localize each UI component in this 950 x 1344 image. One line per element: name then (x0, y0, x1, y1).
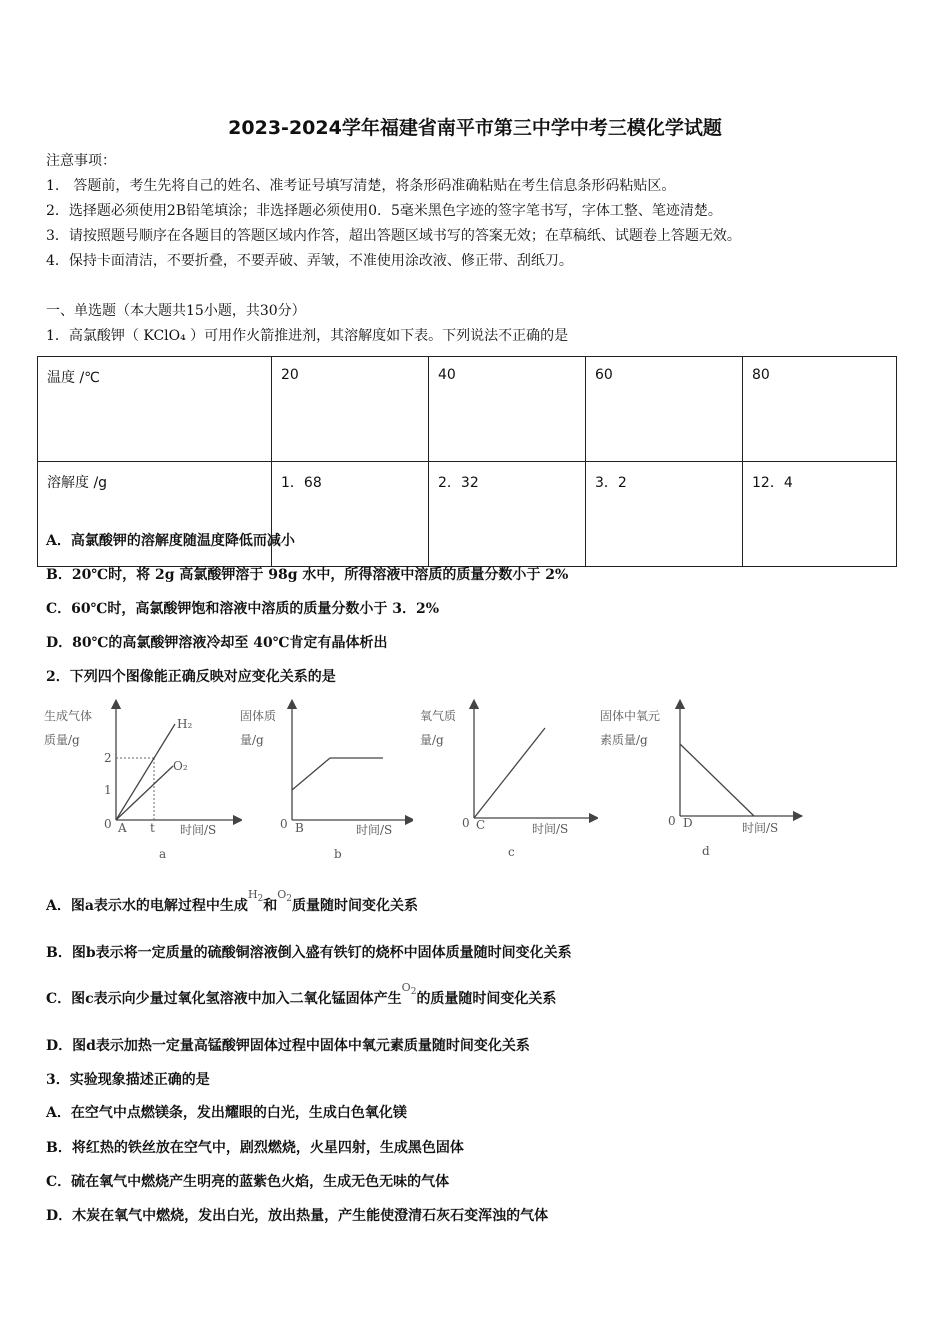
oxygen-line (474, 728, 545, 818)
graph-a (42, 698, 242, 868)
graph-b (238, 698, 413, 868)
origin-label: 0 (668, 814, 676, 828)
notice-item: 4．保持卡面清洁，不要折叠，不要弄破、弄皱，不准使用涂改液、修正带、刮纸刀。 (46, 253, 573, 269)
x-axis-label: 时间/S (356, 823, 393, 837)
question-stem: 3．实验现象描述正确的是 (46, 1072, 210, 1088)
option-c (46, 981, 557, 1013)
graph-caption: b (334, 847, 342, 861)
solid-mass-line (292, 758, 383, 790)
option-c-text: 的质量随时间变化关系 (416, 991, 557, 1007)
option-d: D．木炭在氧气中燃烧，发出白光，放出热量，产生能使澄清石灰石变浑浊的气体 (46, 1208, 549, 1224)
option-a-text: A．图a表示水的电解过程中生成 (46, 898, 248, 914)
graph-caption: a (159, 847, 167, 861)
graph-c (418, 698, 598, 868)
o2-formula: O2 (401, 981, 417, 997)
oxygen-element-line (680, 744, 754, 816)
graph-b-ylabel: 量/g (240, 733, 264, 747)
question-stem: 1．高氯酸钾（ KClO₄ ）可用作火箭推进剂，其溶解度如下表。下列说法不正确的是 (46, 328, 569, 344)
tick-label: 1 (104, 783, 112, 797)
table-row (38, 462, 897, 567)
table-cell: 1．68 (272, 462, 429, 567)
graph-caption: d (702, 844, 710, 858)
origin-label: 0 (462, 816, 470, 830)
option-c: C．硫在氧气中燃烧产生明亮的蓝紫色火焰，生成无色无味的气体 (46, 1174, 450, 1190)
x-axis-label: 时间/S (532, 822, 569, 836)
graph-b-ylabel: 固体质 (240, 709, 277, 723)
graph-a-ylabel: 质量/g (44, 733, 80, 747)
table-cell: 2．32 (429, 462, 586, 567)
tick-label: t (150, 821, 155, 835)
option-c-text: C．图c表示向少量过氧化氢溶液中加入二氧化锰固体产生 (46, 991, 402, 1007)
table-cell: 20 (272, 357, 429, 462)
option-a (46, 888, 419, 920)
graph-d-ylabel: 固体中氧元 (600, 709, 661, 723)
table-cell: 12．4 (743, 462, 897, 567)
option-d: D．80℃的高氯酸钾溶液冷却至 40℃肯定有晶体析出 (46, 635, 388, 651)
notice-item: 3．请按照题号顺序在各题目的答题区域内作答，超出答题区域书写的答案无效；在草稿纸、试题卷上答题无效。 (46, 228, 741, 244)
option-c: C．60℃时，高氯酸钾饱和溶液中溶质的质量分数小于 3．2% (46, 601, 440, 617)
h2-label: H₂ (177, 717, 193, 731)
table-row (38, 357, 897, 462)
section-heading: 一、单选题（本大题共15小题，共30分） (46, 303, 306, 319)
notice-item: 1. 答题前，考生先将自己的姓名、准考证号填写清楚，将条形码准确粘贴在考生信息条形码粘贴区。 (46, 178, 676, 194)
point-label: B (295, 821, 304, 835)
graph-d (598, 698, 803, 868)
notice-item: 2．选择题必须使用2B铅笔填涂；非选择题必须使用0．5毫米黑色字迹的签字笔书写，字体工整、笔迹清楚。 (46, 203, 722, 219)
graph-d-ylabel: 素质量/g (600, 733, 648, 747)
table-cell: 60 (586, 357, 743, 462)
option-a-text: 质量随时间变化关系 (292, 898, 419, 914)
h2-formula: H2 (247, 888, 264, 904)
origin-label: 0 (104, 817, 112, 831)
graph-c-ylabel: 氧气质 (420, 709, 457, 723)
point-label: D (683, 816, 693, 830)
option-b: B．20℃时，将 2g 高氯酸钾溶于 98g 水中，所得溶液中溶质的质量分数小于 2% (46, 567, 569, 583)
o2-formula: O2 (277, 888, 293, 904)
option-b: B．图b表示将一定质量的硫酸铜溶液倒入盛有铁钉的烧杯中固体质量随时间变化关系 (46, 945, 572, 961)
option-a-text: 和 (263, 898, 278, 914)
option-a: A．在空气中点燃镁条，发出耀眼的白光，生成白色氧化镁 (46, 1105, 407, 1121)
tick-label: 2 (104, 751, 112, 765)
graph-caption: c (508, 845, 515, 859)
x-axis-label: 时间/S (180, 823, 217, 837)
graph-a-ylabel: 生成气体 (44, 709, 93, 723)
x-axis-label: 时间/S (742, 821, 779, 835)
point-label: A (118, 821, 127, 835)
option-b: B．将红热的铁丝放在空气中，剧烈燃烧，火星四射，生成黑色固体 (46, 1140, 464, 1156)
table-cell: 3．2 (586, 462, 743, 567)
table-cell: 温度 /℃ (38, 357, 272, 462)
graph-c-ylabel: 量/g (420, 733, 444, 747)
table-cell: 80 (743, 357, 897, 462)
notice-heading: 注意事项： (46, 153, 116, 169)
option-d: D．图d表示加热一定量高锰酸钾固体过程中固体中氧元素质量随时间变化关系 (46, 1038, 530, 1054)
question-stem: 2．下列四个图像能正确反映对应变化关系的是 (46, 669, 336, 685)
table-cell: 40 (429, 357, 586, 462)
page-title: 2023-2024学年福建省南平市第三中学中考三模化学试题 (228, 117, 722, 139)
origin-label: 0 (280, 817, 288, 831)
o2-label: O₂ (173, 759, 188, 773)
table-cell: 溶解度 /g (38, 462, 272, 567)
option-a: A．高氯酸钾的溶解度随温度降低而减小 (46, 533, 295, 549)
point-label: C (476, 818, 486, 832)
